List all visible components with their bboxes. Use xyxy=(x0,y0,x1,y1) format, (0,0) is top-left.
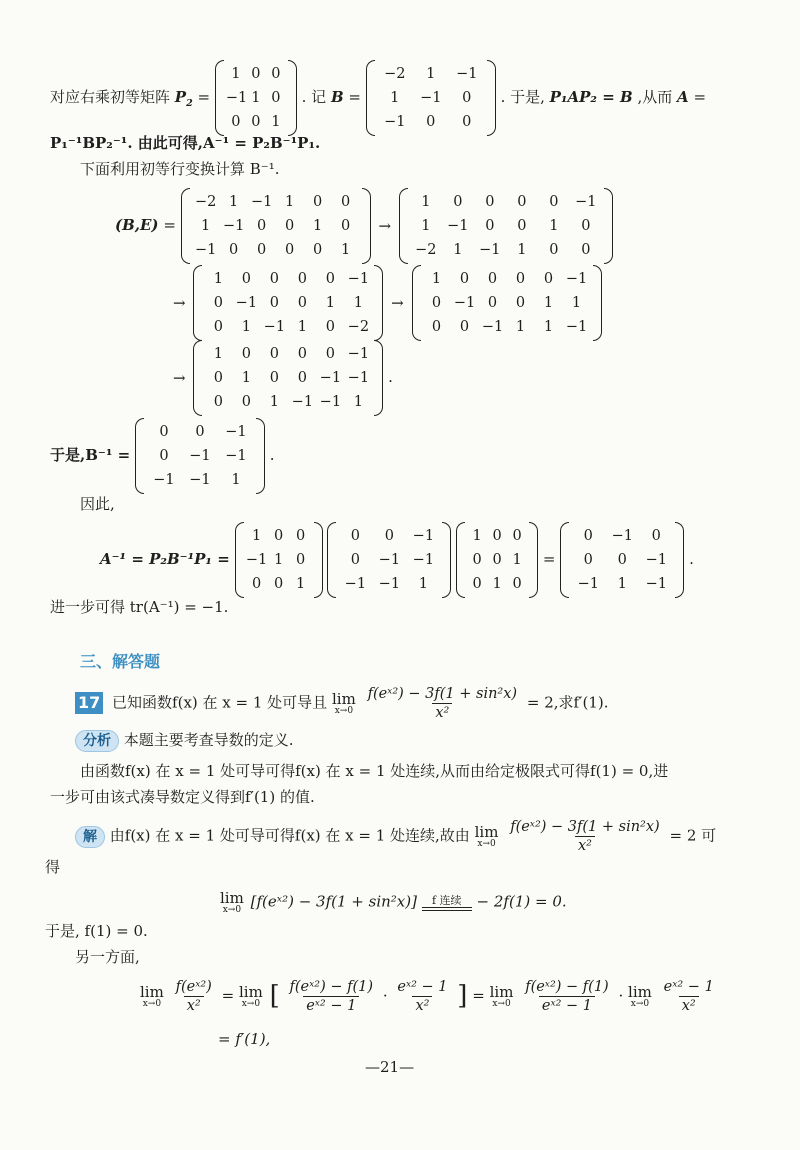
derivative-equation: lim x→0 $\frac{\text{f(eˣ²)}}{\text{x²}}$ = lim x→0 [ $\frac{\text{f(eˣ²) − f(1)}}{\text{eˣ² − 1}}$ · $\frac{\text{eˣ² − 1}}{\text{x²}}$ ] = lim x→0 $\frac{\text{f(eˣ²) − f(1)}}{\text{eˣ² − 1}}$ · lim x→0 $\frac{\text{eˣ² − 1}}{\text{x²}}$ xyxy=(140,979,714,1014)
matrix-step-3 xyxy=(412,265,602,341)
matrix-cell: 0 xyxy=(213,295,223,311)
text-right-multiply: 对应右乘初等矩阵 xyxy=(50,88,171,106)
matrix-cell: 0 xyxy=(350,528,360,544)
matrix-cell: 0 xyxy=(297,346,307,362)
matrix-cell: −1 xyxy=(347,346,370,362)
matrix-cell: 1 xyxy=(549,218,559,234)
hence-line: 因此, xyxy=(80,495,115,513)
P2-symbol: $P_2$ xyxy=(174,88,193,109)
matrix-cell: 1 xyxy=(251,90,261,106)
matrix-cell: 0 xyxy=(213,370,223,386)
matrix-cell: 0 xyxy=(269,370,279,386)
matrix-cell: −1 xyxy=(447,218,469,234)
matrix-cell: 1 xyxy=(231,66,241,82)
matrix-cell: 0 xyxy=(341,194,351,210)
right-bracket xyxy=(604,188,613,264)
matrix-cell: 1 xyxy=(617,576,627,592)
left-bracket xyxy=(193,340,202,416)
matrix-cell: 1 xyxy=(201,218,211,234)
matrix-cell: −1 xyxy=(319,370,342,386)
matrix-cell: −1 xyxy=(412,552,435,568)
matrix-cell: 0 xyxy=(549,194,559,210)
matrix-cell: 0 xyxy=(512,576,522,592)
matrix-cell: −1 xyxy=(347,271,370,287)
binv-line: 于是,B⁻¹ = 0 0 −1 0 −1 −1 −1 −1 1 . xyxy=(50,418,275,494)
matrix-cell: 1 xyxy=(273,552,284,568)
matrix-cell: 0 xyxy=(431,295,442,311)
matrix-cell: 0 xyxy=(485,194,495,210)
matrix-cell: 1 xyxy=(353,394,363,410)
left-bracket xyxy=(235,522,244,598)
matrix-cell: 1 xyxy=(543,319,554,335)
matrix-cell: 0 xyxy=(257,242,267,258)
matrix-cell: 1 xyxy=(229,194,239,210)
limit-operator: lim x→0 xyxy=(331,690,356,716)
matrix-cell: −1 xyxy=(456,66,478,82)
matrix-cell: 1 xyxy=(297,319,307,335)
matrix-cell: 0 xyxy=(487,271,498,287)
matrix-cell: 1 xyxy=(241,370,251,386)
matrix-cell: 1 xyxy=(492,576,502,592)
matrix-cell: 0 xyxy=(325,346,335,362)
matrix-cell: 0 xyxy=(297,370,307,386)
arrow-3: → xyxy=(391,294,404,312)
matrix-cell: 1 xyxy=(325,295,335,311)
matrix-cell: 1 xyxy=(543,295,554,311)
matrix-cell: 0 xyxy=(313,242,323,258)
continuity-equals: f 连续 xyxy=(422,895,472,911)
matrix-cell: 0 xyxy=(583,528,593,544)
matrix-Binv xyxy=(135,418,265,494)
matrix-cell: 0 xyxy=(241,271,251,287)
matrix-cell: −2 xyxy=(384,66,406,82)
matrix-P1 xyxy=(456,522,538,598)
matrix-cell: −2 xyxy=(194,194,217,210)
matrix-cell: −1 xyxy=(575,194,597,210)
matrix-cell: 0 xyxy=(241,394,251,410)
f1-zero: 于是, f(1) = 0. xyxy=(45,922,148,940)
left-bracket xyxy=(215,60,224,136)
matrix-cell: −1 xyxy=(479,242,501,258)
matrix-cell: 1 xyxy=(353,295,363,311)
line-2: P₁⁻¹BP₂⁻¹. 由此可得,A⁻¹ = P₂B⁻¹P₁. xyxy=(50,134,321,152)
matrix-cell: 0 xyxy=(459,319,470,335)
right-bracket xyxy=(529,522,538,598)
matrix-cell: −1 xyxy=(378,576,401,592)
matrix-cell: 0 xyxy=(651,528,661,544)
analysis-badge: 分析 xyxy=(75,730,119,752)
matrix-cell: 0 xyxy=(431,319,442,335)
matrix-cell: −1 xyxy=(225,90,248,106)
left-bracket xyxy=(399,188,408,264)
matrix-cell: −1 xyxy=(225,424,247,440)
matrix-cell: 0 xyxy=(350,552,360,568)
left-bracket xyxy=(456,522,465,598)
section-title: 三、解答题 xyxy=(80,652,161,671)
matrix-cell: 0 xyxy=(325,271,335,287)
right-bracket xyxy=(593,265,602,341)
matrix-Ainv xyxy=(560,522,684,598)
left-bracket xyxy=(181,188,190,264)
matrix-cell: 1 xyxy=(295,576,306,592)
matrix-cell: −1 xyxy=(420,90,442,106)
product-line: A⁻¹ = P₂B⁻¹P₁ = 1 0 0 −1 1 0 0 0 1 0 0 −1 0 −1 −1 −1 −1 1 1 0 0 0 0 1 0 1 0 = 0 −1 0 0 0 −1 −1 1 −1 . xyxy=(100,522,694,598)
matrix-cell: 0 xyxy=(195,424,205,440)
matrix-cell: 1 xyxy=(269,394,279,410)
matrix-cell: −1 xyxy=(611,528,633,544)
matrix-cell: −1 xyxy=(344,576,367,592)
right-bracket xyxy=(256,418,265,494)
matrix-cell: 0 xyxy=(453,194,463,210)
matrix-cell: 1 xyxy=(213,346,223,362)
right-bracket xyxy=(675,522,684,598)
arrow-1: → xyxy=(378,217,392,235)
matrix-Binv-product xyxy=(327,522,451,598)
matrix-P2-product xyxy=(235,522,323,598)
matrix-cell: 0 xyxy=(313,194,323,210)
matrix-cell: −1 xyxy=(263,319,286,335)
matrix-cell: −1 xyxy=(291,394,314,410)
matrix-cell: −1 xyxy=(225,448,247,464)
matrix-P2 xyxy=(215,60,297,136)
matrix-cell: 0 xyxy=(581,218,591,234)
matrix-cell: 0 xyxy=(583,552,593,568)
matrix-cell: 1 xyxy=(571,295,582,311)
left-bracket xyxy=(135,418,144,494)
matrix-cell: 0 xyxy=(251,114,261,130)
matrix-cell: 1 xyxy=(271,114,281,130)
matrix-cell: 0 xyxy=(517,194,527,210)
matrix-cell: 0 xyxy=(487,295,498,311)
matrix-cell: −1 xyxy=(235,295,258,311)
matrix-cell: 0 xyxy=(269,346,279,362)
right-bracket xyxy=(314,522,323,598)
matrix-cell: 1 xyxy=(426,66,436,82)
matrix-cell: −1 xyxy=(565,319,588,335)
right-bracket xyxy=(487,60,496,136)
matrix-cell: −1 xyxy=(194,242,217,258)
matrix-cell: −1 xyxy=(645,576,667,592)
be-row-1: (B,E) = −2 1 −1 1 0 0 1 −1 0 0 1 0 −1 0 0 0 0 1 → 1 0 0 0 0 −1 1 −1 0 0 1 0 −2 1 −1 1 0 0 xyxy=(115,188,613,264)
matrix-cell: 0 xyxy=(472,576,482,592)
matrix-cell: 0 xyxy=(325,319,335,335)
matrix-cell: 1 xyxy=(251,528,262,544)
matrix-cell: 0 xyxy=(581,242,591,258)
matrix-cell: 0 xyxy=(285,218,295,234)
relation-PAP: P₁AP₂ = B xyxy=(549,88,633,106)
matrix-cell: 0 xyxy=(273,576,284,592)
matrix-cell: −1 xyxy=(222,218,245,234)
matrix-cell: 0 xyxy=(271,90,281,106)
matrix-cell: 0 xyxy=(459,271,470,287)
matrix-cell: −1 xyxy=(250,194,273,210)
matrix-cell: 0 xyxy=(241,346,251,362)
matrix-cell: 0 xyxy=(512,528,522,544)
question-17: 17 已知函数f(x) 在 x = 1 处可导且 lim x→0 $\frac{\text{f(eˣ²) − 3f(1 + sin²x)}}{\text{x²}}$ = 2,求f′(1). xyxy=(75,685,608,722)
matrix-cell: 0 xyxy=(549,242,559,258)
matrix-cell: 1 xyxy=(341,242,351,258)
matrix-cell: 0 xyxy=(271,66,281,82)
analysis-line: 分析 本题主要考查导数的定义. xyxy=(75,730,294,752)
matrix-step-1 xyxy=(399,188,613,264)
matrix-cell: −1 xyxy=(153,472,175,488)
matrix-cell: 1 xyxy=(285,194,295,210)
matrix-cell: −1 xyxy=(565,271,588,287)
matrix-cell: 0 xyxy=(472,552,482,568)
matrix-cell: 0 xyxy=(617,552,627,568)
matrix-cell: 0 xyxy=(269,271,279,287)
de-line: 得 xyxy=(45,858,61,876)
matrix-cell: 0 xyxy=(543,271,554,287)
trace-line: 进一步可得 tr(A⁻¹) = −1. xyxy=(50,598,229,616)
matrix-cell: −1 xyxy=(645,552,667,568)
matrix-cell: −1 xyxy=(189,472,211,488)
matrix-BE xyxy=(181,188,371,264)
matrix-cell: 0 xyxy=(295,528,306,544)
matrix-cell: 0 xyxy=(273,528,284,544)
result-line: = f′(1), xyxy=(218,1030,271,1048)
line-1: 对应右乘初等矩阵 $P_2$ = 1 0 0 −1 1 0 0 0 1 . 记 B = −2 1 −1 1 −1 0 −1 0 0 . 于是, P₁AP₂ = B ,从而 A = xyxy=(50,60,706,136)
matrix-cell: −1 xyxy=(347,370,370,386)
matrix-cell: −1 xyxy=(481,319,504,335)
matrix-cell: 0 xyxy=(341,218,351,234)
matrix-step-2 xyxy=(193,265,383,341)
left-bracket xyxy=(327,522,336,598)
right-bracket xyxy=(442,522,451,598)
page-number: —21— xyxy=(365,1058,415,1076)
matrix-cell: −1 xyxy=(378,552,401,568)
matrix-cell: 0 xyxy=(231,114,241,130)
matrix-cell: 1 xyxy=(313,218,323,234)
left-bracket xyxy=(412,265,421,341)
matrix-cell: 0 xyxy=(297,271,307,287)
matrix-cell: 1 xyxy=(390,90,400,106)
matrix-B xyxy=(366,60,496,136)
solution-line: 解 由f(x) 在 x = 1 处可导可得f(x) 在 x = 1 处连续,故由 lim x→0 $\frac{\text{f(eˣ²) − 3f(1 + sin²x)}}{\text{x²}}$ = 2 可 xyxy=(75,818,716,855)
matrix-cell: 0 xyxy=(384,528,394,544)
matrix-cell: 1 xyxy=(213,271,223,287)
matrix-cell: 1 xyxy=(421,194,431,210)
matrix-cell: 0 xyxy=(297,295,307,311)
matrix-cell: 1 xyxy=(517,242,527,258)
limit-operator: lim x→0 xyxy=(474,823,499,849)
matrix-cell: 0 xyxy=(517,218,527,234)
matrix-cell: 0 xyxy=(257,218,267,234)
right-bracket xyxy=(288,60,297,136)
matrix-cell: 0 xyxy=(426,114,436,130)
right-bracket xyxy=(362,188,371,264)
arrow-4: → xyxy=(173,369,186,387)
matrix-cell: 1 xyxy=(431,271,442,287)
matrix-cell: −1 xyxy=(453,295,476,311)
left-bracket xyxy=(366,60,375,136)
matrix-cell: 0 xyxy=(251,576,262,592)
matrix-cell: 0 xyxy=(213,319,223,335)
matrix-cell: 0 xyxy=(229,242,239,258)
left-bracket xyxy=(193,265,202,341)
matrix-cell: −1 xyxy=(577,576,599,592)
question-number: 17 xyxy=(75,692,103,714)
analysis-p2: 一步可由该式凑导数定义得到f′(1) 的值. xyxy=(50,788,315,806)
solution-badge: 解 xyxy=(75,826,105,848)
matrix-cell: 0 xyxy=(515,271,526,287)
matrix-cell: 1 xyxy=(453,242,463,258)
matrix-cell: 1 xyxy=(241,319,251,335)
matrix-cell: 1 xyxy=(231,472,241,488)
other-hand: 另一方面, xyxy=(75,948,140,966)
be-row-2 xyxy=(170,265,602,341)
matrix-cell: 0 xyxy=(159,424,169,440)
matrix-step-4 xyxy=(193,340,383,416)
matrix-cell: 1 xyxy=(515,319,526,335)
arrow-2: → xyxy=(173,294,186,312)
matrix-cell: 1 xyxy=(472,528,482,544)
be-row-3: → 1 0 0 0 0 −1 0 1 0 0 −1 −1 0 0 1 −1 −1 1 . xyxy=(170,340,393,416)
matrix-cell: 0 xyxy=(462,114,472,130)
equation-continuity: lim x→0 [f(eˣ²) − 3f(1 + sin²x)] f 连续 − 2f(1) = 0. xyxy=(220,889,567,915)
matrix-cell: −2 xyxy=(347,319,370,335)
matrix-cell: 1 xyxy=(421,218,431,234)
matrix-cell: 0 xyxy=(462,90,472,106)
matrix-cell: −1 xyxy=(245,552,268,568)
matrix-cell: 0 xyxy=(515,295,526,311)
matrix-cell: −1 xyxy=(384,114,406,130)
matrix-cell: 1 xyxy=(418,576,428,592)
analysis-p1: 由函数f(x) 在 x = 1 处可导可得f(x) 在 x = 1 处连续,从而由给定极限式可得f(1) = 0,进 xyxy=(80,762,669,780)
matrix-cell: 0 xyxy=(251,66,261,82)
matrix-cell: 0 xyxy=(269,295,279,311)
right-bracket xyxy=(374,265,383,341)
line-3: 下面利用初等行变换计算 B⁻¹. xyxy=(80,160,280,178)
matrix-cell: 0 xyxy=(485,218,495,234)
left-bracket xyxy=(560,522,569,598)
matrix-cell: 0 xyxy=(159,448,169,464)
right-bracket xyxy=(374,340,383,416)
matrix-cell: −1 xyxy=(412,528,435,544)
matrix-cell: 0 xyxy=(295,552,306,568)
matrix-cell: 0 xyxy=(213,394,223,410)
matrix-cell: 1 xyxy=(512,552,522,568)
question-fraction: $\frac{\text{f(eˣ²) − 3f(1 + sin²x)}}{\text{x²}}$ xyxy=(367,686,518,721)
matrix-cell: −1 xyxy=(189,448,211,464)
matrix-cell: −2 xyxy=(415,242,437,258)
matrix-cell: −1 xyxy=(319,394,342,410)
matrix-cell: 0 xyxy=(492,552,502,568)
matrix-cell: 0 xyxy=(492,528,502,544)
matrix-cell: 0 xyxy=(285,242,295,258)
